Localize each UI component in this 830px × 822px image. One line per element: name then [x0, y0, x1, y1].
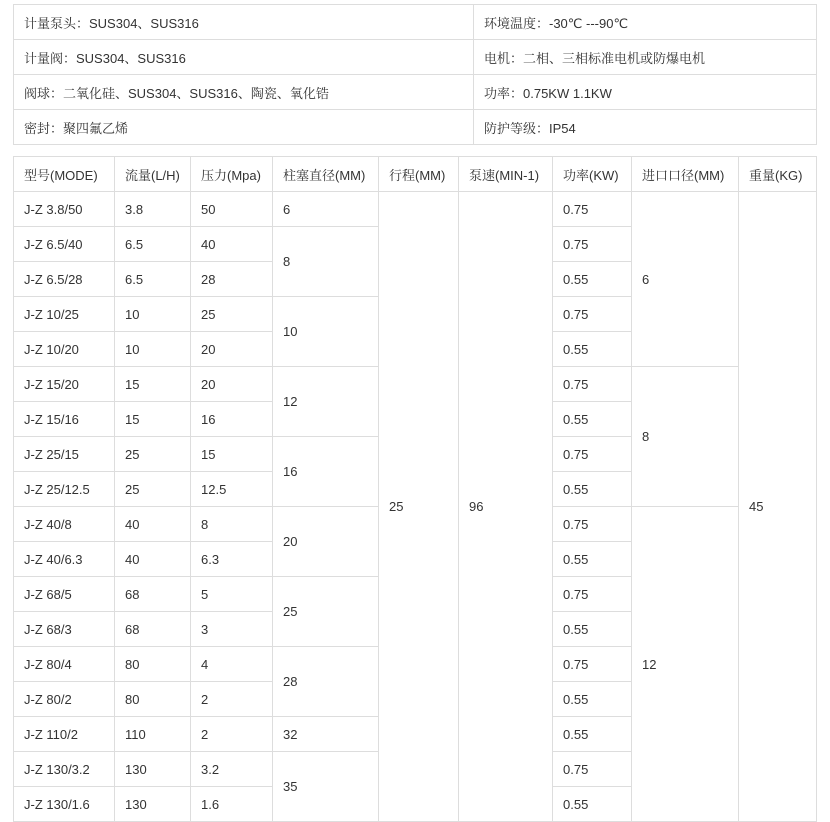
flow-cell: 80 [115, 647, 191, 682]
pressure-cell: 2 [191, 717, 273, 752]
plunger-diameter-cell: 32 [273, 717, 379, 752]
model-cell: J-Z 80/4 [14, 647, 115, 682]
flow-cell: 130 [115, 787, 191, 822]
pressure-cell: 4 [191, 647, 273, 682]
flow-cell: 68 [115, 612, 191, 647]
stroke-cell: 25 [379, 192, 459, 822]
weight-cell: 45 [739, 192, 817, 822]
plunger-diameter-cell: 6 [273, 192, 379, 227]
plunger-diameter-cell: 8 [273, 227, 379, 297]
model-cell: J-Z 6.5/40 [14, 227, 115, 262]
header-inlet-diameter: 进口口径(MM) [632, 157, 739, 192]
spec-left-cell: 阀球：二氧化硅、SUS304、SUS316、陶瓷、氧化锆 [14, 75, 474, 110]
spec-right-cell: 电机：二相、三相标准电机或防爆电机 [474, 40, 817, 75]
flow-cell: 6.5 [115, 262, 191, 297]
power-cell: 0.55 [553, 472, 632, 507]
pressure-cell: 3.2 [191, 752, 273, 787]
pressure-cell: 8 [191, 507, 273, 542]
plunger-diameter-cell: 28 [273, 647, 379, 717]
model-cell: J-Z 25/12.5 [14, 472, 115, 507]
header-weight: 重量(KG) [739, 157, 817, 192]
flow-cell: 130 [115, 752, 191, 787]
power-cell: 0.75 [553, 227, 632, 262]
power-cell: 0.55 [553, 542, 632, 577]
inlet-diameter-cell: 8 [632, 367, 739, 507]
model-cell: J-Z 15/16 [14, 402, 115, 437]
pressure-cell: 40 [191, 227, 273, 262]
header-flow: 流量(L/H) [115, 157, 191, 192]
pressure-cell: 50 [191, 192, 273, 227]
model-cell: J-Z 68/5 [14, 577, 115, 612]
power-cell: 0.55 [553, 332, 632, 367]
model-cell: J-Z 10/25 [14, 297, 115, 332]
power-cell: 0.55 [553, 402, 632, 437]
flow-cell: 10 [115, 297, 191, 332]
table-row [14, 192, 817, 227]
spec-row [14, 110, 817, 145]
plunger-diameter-cell: 16 [273, 437, 379, 507]
model-cell: J-Z 40/6.3 [14, 542, 115, 577]
flow-cell: 68 [115, 577, 191, 612]
model-cell: J-Z 40/8 [14, 507, 115, 542]
plunger-diameter-cell: 35 [273, 752, 379, 822]
spec-table-body [14, 5, 817, 145]
power-cell: 0.75 [553, 507, 632, 542]
pump-speed-cell: 96 [459, 192, 553, 822]
model-cell: J-Z 6.5/28 [14, 262, 115, 297]
header-power: 功率(KW) [553, 157, 632, 192]
header-row [14, 157, 817, 192]
pressure-cell: 12.5 [191, 472, 273, 507]
inlet-diameter-cell: 6 [632, 192, 739, 367]
model-cell: J-Z 3.8/50 [14, 192, 115, 227]
pressure-cell: 2 [191, 682, 273, 717]
spec-row [14, 5, 817, 40]
power-cell: 0.55 [553, 787, 632, 822]
spec-row [14, 40, 817, 75]
model-table-head [14, 157, 817, 192]
header-stroke: 行程(MM) [379, 157, 459, 192]
pressure-cell: 16 [191, 402, 273, 437]
flow-cell: 110 [115, 717, 191, 752]
flow-cell: 25 [115, 472, 191, 507]
spec-right-cell: 防护等级：IP54 [474, 110, 817, 145]
power-cell: 0.75 [553, 297, 632, 332]
header-pump-speed: 泵速(MIN-1) [459, 157, 553, 192]
spec-left-cell: 密封：聚四氟乙烯 [14, 110, 474, 145]
pressure-cell: 6.3 [191, 542, 273, 577]
pressure-cell: 5 [191, 577, 273, 612]
power-cell: 0.55 [553, 717, 632, 752]
flow-cell: 3.8 [115, 192, 191, 227]
header-plunger-diameter: 柱塞直径(MM) [273, 157, 379, 192]
flow-cell: 40 [115, 542, 191, 577]
model-cell: J-Z 130/3.2 [14, 752, 115, 787]
flow-cell: 6.5 [115, 227, 191, 262]
pressure-cell: 1.6 [191, 787, 273, 822]
model-table-body [14, 192, 817, 822]
pressure-cell: 25 [191, 297, 273, 332]
pressure-cell: 28 [191, 262, 273, 297]
power-cell: 0.55 [553, 682, 632, 717]
plunger-diameter-cell: 12 [273, 367, 379, 437]
header-model: 型号(MODE) [14, 157, 115, 192]
pressure-cell: 15 [191, 437, 273, 472]
spec-left-cell: 计量泵头：SUS304、SUS316 [14, 5, 474, 40]
model-cell: J-Z 15/20 [14, 367, 115, 402]
spec-right-cell: 功率：0.75KW 1.1KW [474, 75, 817, 110]
power-cell: 0.55 [553, 612, 632, 647]
flow-cell: 25 [115, 437, 191, 472]
power-cell: 0.75 [553, 577, 632, 612]
plunger-diameter-cell: 20 [273, 507, 379, 577]
power-cell: 0.75 [553, 367, 632, 402]
model-cell: J-Z 80/2 [14, 682, 115, 717]
power-cell: 0.75 [553, 192, 632, 227]
model-table [13, 156, 817, 822]
spec-row [14, 75, 817, 110]
pressure-cell: 20 [191, 332, 273, 367]
flow-cell: 15 [115, 402, 191, 437]
power-cell: 0.75 [553, 647, 632, 682]
model-cell: J-Z 68/3 [14, 612, 115, 647]
flow-cell: 80 [115, 682, 191, 717]
model-cell: J-Z 25/15 [14, 437, 115, 472]
model-cell: J-Z 10/20 [14, 332, 115, 367]
model-cell: J-Z 130/1.6 [14, 787, 115, 822]
power-cell: 0.75 [553, 752, 632, 787]
spec-left-cell: 计量阀：SUS304、SUS316 [14, 40, 474, 75]
model-cell: J-Z 110/2 [14, 717, 115, 752]
flow-cell: 10 [115, 332, 191, 367]
plunger-diameter-cell: 25 [273, 577, 379, 647]
spec-table [13, 4, 817, 145]
pressure-cell: 20 [191, 367, 273, 402]
spec-right-cell: 环境温度：-30℃ ---90℃ [474, 5, 817, 40]
pressure-cell: 3 [191, 612, 273, 647]
flow-cell: 15 [115, 367, 191, 402]
plunger-diameter-cell: 10 [273, 297, 379, 367]
inlet-diameter-cell: 12 [632, 507, 739, 822]
power-cell: 0.55 [553, 262, 632, 297]
header-pressure: 压力(Mpa) [191, 157, 273, 192]
flow-cell: 40 [115, 507, 191, 542]
power-cell: 0.75 [553, 437, 632, 472]
